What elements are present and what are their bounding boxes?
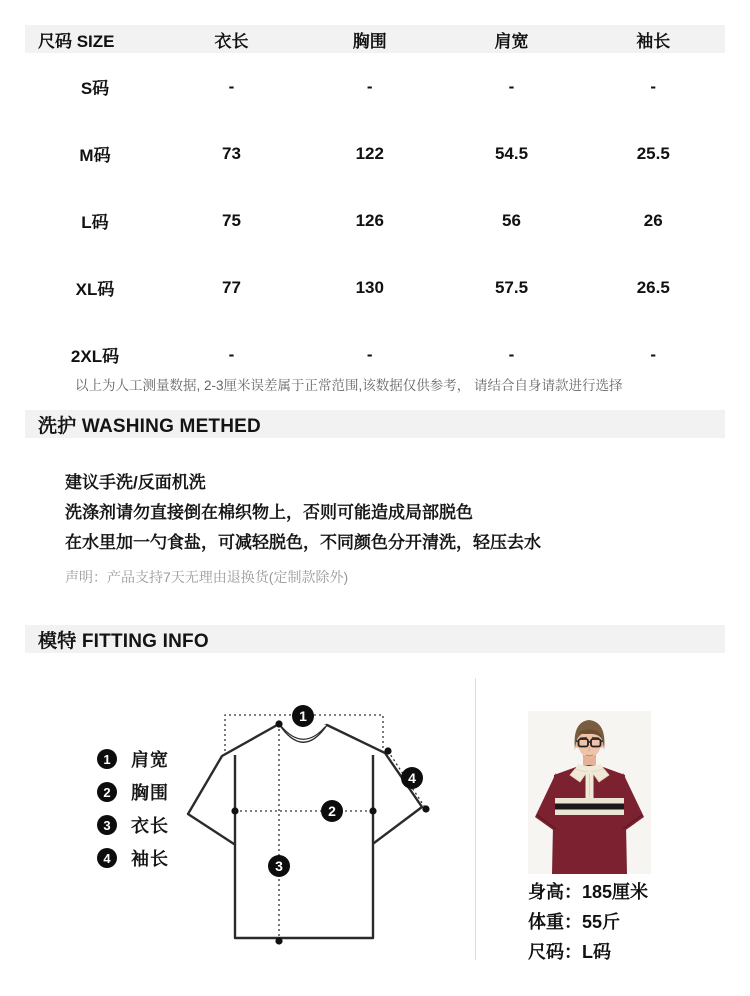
legend-label: 肩宽 — [131, 750, 169, 770]
value-cell: 75 — [222, 210, 241, 230]
model-height: 身高：185厘米 — [528, 882, 649, 902]
value-cell: - — [650, 76, 657, 96]
col-header-size: 尺码 SIZE — [38, 31, 115, 51]
table-row — [25, 254, 725, 321]
legend-label: 胸围 — [131, 783, 169, 803]
table-row — [25, 53, 725, 120]
marker-4 — [401, 767, 423, 789]
col-header-shoulder: 肩宽 — [494, 31, 529, 51]
value-cell: 77 — [222, 277, 241, 297]
value-cell: 130 — [355, 277, 384, 297]
value-cell: 26 — [643, 210, 663, 230]
marker-2 — [321, 800, 343, 822]
svg-text:3: 3 — [275, 858, 283, 874]
value-cell: - — [508, 76, 515, 96]
list-item — [97, 815, 169, 835]
washing-section-title: 洗护 WASHING METHED — [25, 410, 725, 438]
value-cell: 26.5 — [636, 277, 670, 297]
size-cell: XL码 — [75, 280, 115, 299]
list-item — [97, 749, 169, 769]
value-cell: 126 — [355, 210, 384, 230]
svg-text:4: 4 — [408, 770, 416, 786]
size-cell: M码 — [79, 146, 111, 165]
washing-line: 在水里加一勺食盐，可减轻脱色，不同颜色分开清洗，轻压去水 — [65, 533, 541, 552]
value-cell: - — [228, 76, 235, 96]
value-cell: 54.5 — [494, 143, 529, 163]
size-cell: 2XL码 — [70, 347, 120, 366]
measurement-note: 以上为人工测量数据, 2-3厘米误差属于正常范围,该数据仅供参考， 请结合自身请款进行选择 — [75, 378, 623, 393]
legend-label: 衣长 — [131, 816, 169, 836]
measurement-legend — [97, 749, 169, 881]
value-cell: - — [508, 344, 515, 364]
washing-section — [25, 410, 725, 588]
washing-instructions — [65, 468, 725, 558]
size-cell: L码 — [81, 213, 109, 232]
size-table-section — [25, 0, 725, 396]
value-cell: - — [366, 344, 373, 364]
table-row — [25, 120, 725, 187]
value-cell: - — [366, 76, 373, 96]
col-header-sleeve: 袖长 — [636, 31, 671, 51]
value-cell: 25.5 — [636, 143, 670, 163]
list-item — [97, 848, 169, 868]
model-stats — [528, 877, 648, 967]
washing-line: 建议手洗/反面机洗 — [65, 473, 206, 492]
vertical-divider — [475, 678, 476, 960]
number-badge-icon: 2 — [97, 782, 117, 802]
model-size: 尺码：L码 — [528, 942, 611, 962]
col-header-chest: 胸围 — [352, 31, 387, 51]
value-cell: - — [228, 344, 235, 364]
number-badge-icon: 3 — [97, 815, 117, 835]
washing-line: 洗涤剂请勿直接倒在棉织物上，否则可能造成局部脱色 — [65, 503, 473, 522]
svg-text:1: 1 — [299, 708, 307, 724]
fitting-section-title: 模特 FITTING INFO — [25, 625, 725, 653]
marker-3 — [268, 855, 290, 877]
model-weight: 体重：55斤 — [528, 912, 621, 932]
table-row — [25, 187, 725, 254]
fitting-section — [25, 625, 725, 996]
col-header-length: 衣长 — [214, 31, 249, 51]
value-cell: 56 — [502, 210, 521, 230]
tshirt-measurement-diagram — [170, 703, 440, 963]
number-badge-icon: 1 — [97, 749, 117, 769]
model-photo — [528, 711, 651, 874]
number-badge-icon: 4 — [97, 848, 117, 868]
value-cell: - — [650, 344, 657, 364]
value-cell: 57.5 — [494, 277, 529, 297]
marker-1 — [292, 705, 314, 727]
svg-text:2: 2 — [328, 803, 336, 819]
legend-label: 袖长 — [131, 849, 169, 869]
size-cell: S码 — [80, 79, 110, 98]
size-table-header-row — [25, 25, 725, 53]
return-policy-disclaimer: 声明：产品支持7天无理由退换货(定制款除外) — [65, 569, 349, 585]
value-cell: 73 — [222, 143, 241, 163]
fitting-body — [25, 653, 725, 996]
list-item — [97, 782, 169, 802]
value-cell: 122 — [355, 143, 384, 163]
